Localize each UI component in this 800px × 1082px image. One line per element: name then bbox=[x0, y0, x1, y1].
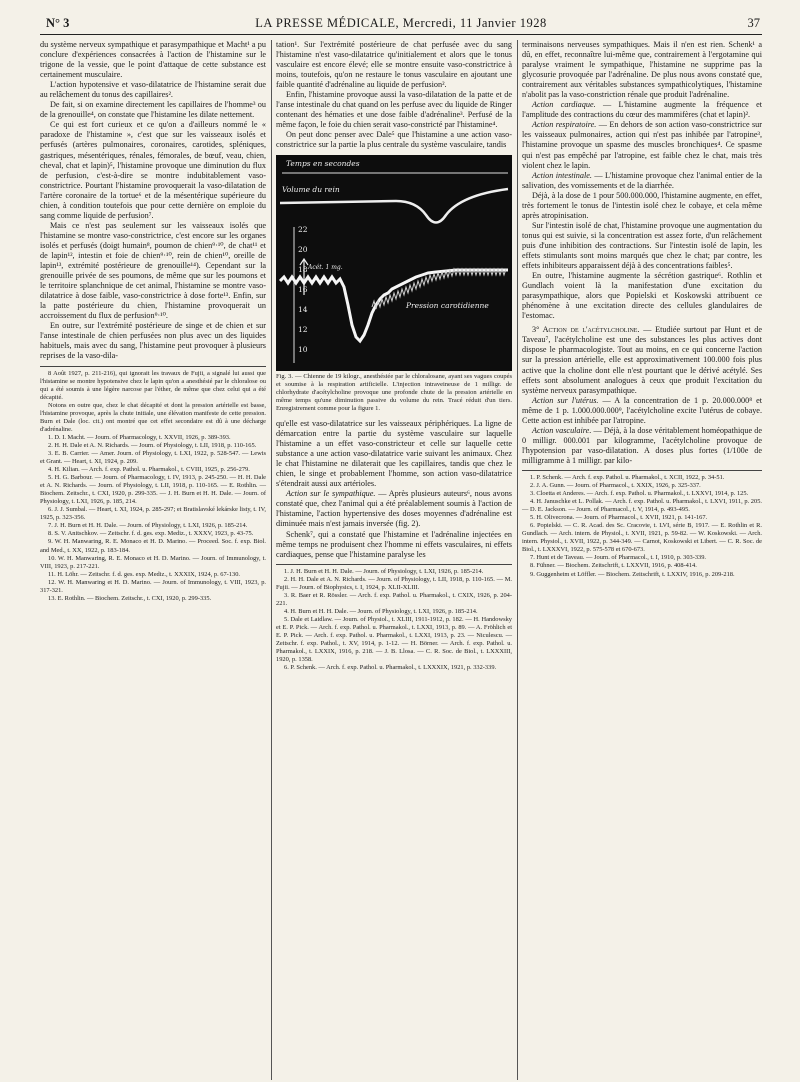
footnote: 2. H. H. Dale et A. N. Richards. — Journ. of Physiology, t. LII, 1918, p. 110-165. — M. Fujii. — Journ. of Biophysics, t. I, 1924, p. XLII-XLIII. bbox=[276, 575, 512, 591]
paragraph-text: — L'histamine provoque chez l'animal entier de la salivation, des vomissements et de la diarrhée. bbox=[522, 170, 762, 190]
paragraph: tation¹. Sur l'extrémité postérieure de chat perfusée avec du sang l'histamine n'est vaso-dilatatrice qu'initialement et alors que le tonus vasculaire est encore élevé; elle se montre ensuite vaso-constrictrice à moins, toutefois, qu'on ne restaure le tonus vasculaire en ajoutant une faible quantité d'adrénaline au liquide de perfusion². bbox=[276, 40, 512, 90]
figure-caption: Fig. 3. — Chienne de 19 kilogr., anesthésiée par le chloralosane, ayant ses vagues coupés et soumise à la respiration artificielle. L'injection intraveineuse de 1 milligr. de chlorhydrate d'acétylcholine provoque une profonde chute de la pression artérielle en même temps qu'une diminution passive du volume du rein. Tracé réduit d'un tiers. Enregistrement comme pour la figure 1. bbox=[276, 372, 512, 412]
paragraph: Ce qui est fort curieux et ce qu'on a d'ailleurs nommé le « paradoxe de l'histamine », c'est que sur les vaisseaux isolés et perfusés (artères pulmonaires, coronaires, carotides, spléniques, gastriques, mésentériques, rénales, fémorales, de bœuf, veau, chien, cheval, chat et lapin)⁵, l'histamine provoque une diminution du flux de perfusion, c'est-à-dire se montre indubitablement vaso-constrictrice. Pourtant l'histamine provoquerait la vaso-dilatation de l'artère coronaire de la tortue⁶ et de la mésentérique supérieure du chien, à condition toutefois que pour cette dernière on emploie du sang comme liquide de perfusion⁷. bbox=[40, 120, 266, 220]
column-rule bbox=[517, 40, 518, 1080]
footnote: 7. Hunt et de Taveau. — Journ. of Pharmacol., t. I, 1910, p. 303-339. bbox=[530, 554, 707, 562]
footnotes bbox=[40, 366, 266, 603]
footnote: 10. W. H. Manwaring, R. E. Monaco et H. D. Marino. — Journ. of Immunology, t. VIII, 1923, p. 217-221. bbox=[40, 554, 266, 570]
scale-tick: 20 bbox=[298, 244, 308, 254]
paragraph: Schenk⁷, qui a constaté que l'histamine et l'adrénaline injectées en même temps ne produisent chez l'homme ni effets vasculaires, ni effets cardiaques, pense que l'histamine paralyse les bbox=[276, 529, 512, 559]
paragraph-text: — L'histamine augmente la fréquence et l'amplitude des contractions du cœur des mammifères (chat et lapin)². bbox=[522, 100, 762, 120]
scale-tick: 12 bbox=[298, 324, 308, 334]
scale-tick: 16 bbox=[298, 284, 308, 294]
paragraph bbox=[522, 120, 762, 170]
footnote: 3. E. B. Carrier. — Amer. Journ. of Physiology, t. LXI, 1922, p. 528-547. — Lewis et Grant. — Heart, t. XI, 1924, p. 209. bbox=[40, 449, 266, 466]
footnote: 1. D. I. Macht. — Journ. of Pharmacology, t. XXVII, 1926, p. 389-393. bbox=[48, 433, 231, 441]
footnote: 4. H. Burn et H. H. Dale. — Journ. of Physiology, t. LXI, 1926, p. 185-214. bbox=[284, 607, 478, 615]
paragraph: Enfin, l'histamine provoque aussi la vaso-dilatation de la patte et de l'anse intestinale du chat quand on les perfuse avec du liquide de Ringer contenant des hématies et une dose faible d'adrénaline³. Perfusé de la même façon, le foie du chien serait vaso-constricté par l'histamine⁴. bbox=[276, 90, 512, 130]
footnote: 6. Popielski. — C. R. Acad. des Sc. Cracovie, t. LVI, série B, 1917. — E. Rothlin et R. Gundlach. — Arch. intern. de Physiol., t. XVII, 1921, p. 59-82. — W. Koskowski. — Arch. intern. Physiol., t. XVII, 1922, p. 344-349. — Carnot, Koskowski et Libert. — C. R. Soc. de Biol., t. LXXXVI, 1922, p. 575-578 et 670-673. bbox=[522, 522, 762, 554]
journal-title: LA PRESSE MÉDICALE, Mercredi, 11 Janvier 1928 bbox=[255, 16, 547, 30]
section-heading: 3° Action de l'acétylcholine. bbox=[532, 325, 640, 335]
footnote: 1. P. Schenk. — Arch. f. exp. Pathol. u. Pharmakol., t. XCII, 1922, p. 34-51. bbox=[530, 473, 725, 481]
footnote: 11. H. Löhr. — Zeitschr. f. d. ges. exp. Mediz., t. XXXIX, 1924, p. 67-130. bbox=[48, 570, 240, 578]
section-heading: Action sur le sympathique. bbox=[286, 489, 376, 499]
column-3 bbox=[522, 40, 762, 579]
section-heading: Action cardiaque. bbox=[532, 100, 596, 110]
paragraph bbox=[276, 489, 512, 529]
footnote: 3. R. Baer et R. Rössler. — Arch. f. exp. Pathol. u. Pharmakol., t. CXIX, 1926, p. 204-221. bbox=[276, 591, 512, 607]
footnote: 3. Cloetta et Anderes. — Arch. f. exp. Pathol. u. Pharmakol., t. LXXVI, 1914, p. 125. bbox=[530, 490, 749, 498]
paragraph: On peut donc penser avec Dale⁵ que l'histamine a une action vaso-constrictrice sur la partie la plus centrale du système vasculaire, tandis bbox=[276, 130, 512, 150]
footnote: 8 Août 1927, p. 211-216), qui ignorait les travaux de Fujii, a signalé lui aussi que l'histamine se montre hypotensive chez le lapin qu'on a anesthésié par le chloralose ou qui a été soumis à une légère narcose par l'éther, de même que chez celui qui a été décapité. bbox=[40, 369, 266, 401]
footnote: 2. H. H. Dale et A. N. Richards. — Journ. of Physiology, t. LII, 1918, p. 110-165. bbox=[48, 441, 257, 449]
paragraph: Sur l'intestin isolé de chat, l'histamine provoque une augmentation du tonus qui est suivie, si la concentration est assez forte, d'un relâchement puis d'une inhibition des contractions. Sur l'intestin isolé de lapin, les effets stimulants sont moins marqués que chez le chat; par contre, les effets inhibiteurs apparaissent déjà à des concentrations faibles⁵. bbox=[522, 220, 762, 271]
figure-label-time: Temps en secondes bbox=[286, 158, 360, 168]
paragraph-text: — Etudiée surtout par Hunt et de Taveau⁷, l'acétylcholine est une des substances les plus actives dont dispose le pharmacologiste. Tout au moins, en ce qui concerne l'action sur la pression artérielle, elle est approximativement 100.000 fois plus active que la choline dont elle n'est pourtant que le dérivé acétylé. Ses effets sont absolument analogues à ceux que produit l'excitation du système nerveux parasympathique. bbox=[522, 325, 762, 395]
footnotes bbox=[522, 470, 762, 579]
footnote: Notons en outre que, chez le chat décapité et dont la pression artérielle est basse, l'histamine provoque, après la chute initiale, une élévation manifeste de cette pression. Burn et Dale (loc. cit.) ont montré que cet effet secondaire est dû à une décharge d'adrénaline. bbox=[40, 401, 266, 433]
footnote: 9. W. H. Manwaring, R. E. Monaco et H. D. Marino. — Proceed. Soc. f. exp. Biol. and Med., t. XX, 1922, p. 183-184. bbox=[40, 538, 266, 554]
footnote: 5. H. G. Barbour. — Journ. of Pharmacology, t. IV, 1913, p. 245-250. — H. H. Dale et A. N. Richards. — Journ. of Physiology, t. LII, 1918, p. 110-165. — E. Rothlin. — Biochem. Zeitschr., t. CXI, 1920, p. 299-335. — J. H. Burn et H. H. Dale. — Journ. of Physiology, t. LXI, 1926, p. 185, 214. bbox=[40, 474, 266, 506]
scale-tick: 14 bbox=[298, 304, 308, 314]
paragraph-text: — Déjà, à la dose véritablement homéopathique de 0 milligr. 000.001 par kilogramme, l'acétylcholine provoque de l'hypotension par vaso-dilatation. A doses plus fortes (1/100e de milligramme à 1 milligr. par kilo- bbox=[522, 425, 762, 465]
paragraph-text: — En dehors de son action vaso-constrictrice sur les vaisseaux pulmonaires, action qui n'est pas inhibée par l'atropine³, l'histamine provoque un spasme des muscles bronchiques⁴. Ce spasme qui n'est pas empêché par l'atropine, est faible chez le chat, mais très violent chez le lapin. bbox=[522, 120, 762, 170]
figure-label-injection: Acét. 1 mg. bbox=[308, 263, 343, 271]
section-heading: Action intestinale. bbox=[532, 170, 592, 180]
paragraph bbox=[522, 325, 762, 395]
paragraph bbox=[522, 396, 762, 426]
paragraph: Mais ce n'est pas seulement sur les vaisseaux isolés que l'histamine se montre vaso-constrictrice, c'est encore sur les organes isolés et perfusés (doigt humain⁸, poumon de chien⁹·¹⁰, de chat¹¹ et de lapin¹², intestin et foie de chien⁹·¹⁰, rein de chien¹⁰, oreille de lapin¹³, extrémité postérieure de grenouille¹⁴). Cependant sur la grenouille privée de ses poumons, de même que sur les poumons et le territoire splanchnique de cet animal, l'histamine se montre vaso-dilatatrice à dose faible, vaso-constrictrice à dose forte¹³. Enfin, sur la patte postérieure du chien, l'histamine provoquerait un accroissement du flux de perfusion⁹·¹⁰. bbox=[40, 220, 266, 321]
column-1 bbox=[40, 40, 266, 603]
scale-tick: 22 bbox=[298, 224, 308, 234]
footnote: 13. E. Rothlin. — Biochem. Zeitschr., t. CXI, 1920, p. 299-335. bbox=[48, 594, 212, 602]
paragraph-text: — Après plusieurs auteurs⁶, nous avons constaté que, chez l'animal qui a été préalablement soumis à l'action de l'histamine, l'action hypertensive des doses moyennes d'adrénaline est diminuée mais n'est jamais inversée (fig. 2). bbox=[276, 489, 512, 529]
issue-number: N° 3 bbox=[46, 16, 70, 30]
footnote: 7. J. H. Burn et H. H. Dale. — Journ. of Physiology, t. LXI, 1926, p. 185-214. bbox=[48, 522, 248, 530]
paragraph: En outre, l'histamine augmente la sécrétion gastrique⁶. Rothlin et Gundlach voient là la manifestation d'une excitation du parasympathique, alors que Popielski et Koskowski attribuent ce phénomène à une excitation directe des cellules glandulaires de l'estomac. bbox=[522, 271, 762, 321]
footnote: 6. J. J. Sumbal. — Heart, t. XI, 1924, p. 285-297; et Bratislavské lekárske listy, t. IV, 1925, p. 323-356. bbox=[40, 506, 266, 522]
footnote: 12. W. H. Manwaring et H. D. Marino. — Journ. of Immunology, t. VIII, 1923, p. 317-321. bbox=[40, 578, 266, 594]
scale-tick: 18 bbox=[298, 264, 308, 274]
page-number: 37 bbox=[747, 16, 760, 30]
paragraph: De fait, si on examine directement les capillaires de l'homme³ ou de la grenouille⁴, on constate que l'histamine les dilate nettement. bbox=[40, 100, 266, 120]
journal-page bbox=[40, 14, 762, 1072]
column-2 bbox=[276, 40, 512, 672]
footnote: 8. Fühner. — Biochem. Zeitschrift, t. LXXVII, 1916, p. 408-414. bbox=[530, 562, 697, 570]
figure-label-volume: Volume du rein bbox=[282, 184, 340, 194]
footnote: 6. P. Schenk. — Arch. f. exp. Pathol. u. Pharmakol., t. LXXXIX, 1921, p. 332-339. bbox=[284, 664, 497, 672]
paragraph: terminaisons nerveuses sympathiques. Mais il n'en est rien. Schenk¹ a dû, en effet, reconnaître lui-même que, contrairement à l'ergotamine qui paralyse vraiment le sympathique, l'histamine ne supprime pas la glycosurie provoquée par l'adrénaline. De plus nous avons constaté que, contrairement aux véritables substances sympathicolytiques, l'histamine n'abolit pas la vaso-constriction rénale que produit l'adrénaline. bbox=[522, 40, 762, 100]
figure-label-pressure: Pression carotidienne bbox=[406, 300, 489, 310]
page-header bbox=[40, 14, 762, 35]
paragraph-text: — A la concentration de 1 p. 20.000.000⁸ et même de 1 p. 1.000.000.000⁹, l'acétylcholine excite l'utérus de cobaye. Cette action est inhibée par l'atropine. bbox=[522, 395, 762, 425]
paragraph bbox=[522, 171, 762, 191]
section-heading: Action sur l'utérus. bbox=[532, 395, 599, 405]
footnote: 8. S. V. Anitschkov. — Zeitschr. f. d. ges. exp. Mediz., t. XXXV, 1923, p. 43-75. bbox=[48, 530, 254, 538]
section-heading: Action vasculaire. bbox=[532, 425, 592, 435]
footnote: 9. Guggenheim et Löffler. — Biochem. Zeitschrift, t. LXXIV, 1916, p. 209-218. bbox=[530, 570, 735, 578]
footnote: 4. H. Kilian. — Arch. f. exp. Pathol. u. Pharmakol., t. CVIII, 1925, p. 256-279. bbox=[48, 466, 250, 474]
paragraph: Déjà, à la dose de 1 pour 500.000.000, l'histamine augmente, en effet, très fortement le tonus de l'intestin isolé chez le cobaye, et cela même après atropinisation. bbox=[522, 190, 762, 220]
paragraph: qu'elle est vaso-dilatatrice sur les vaisseaux périphériques. La ligne de démarcation entre la partie du système vasculaire sur laquelle l'histamine a un effet vaso-constricteur et celle sur laquelle cette substance a une action vaso-dilatatrice varie suivant les animaux. Chez le chat l'histamine ne dilaterait que les capillaires, tandis que chez le chien, le singe et probablement l'homme, son action vaso-dilatatrice s'étendrait aussi aux artérioles. bbox=[276, 418, 512, 489]
kymograph-figure bbox=[276, 155, 512, 371]
footnote: 5. Dale et Laidlaw. — Journ. of Physiol., t. XLIII, 1911-1912, p. 182. — H. Handowsky et E. P. Pick. — Arch. f. exp. Pathol. u. Pharmakol., t. LXXI, 1913, p. 89. — A. Fröhlich et E. P. Pick. — Arch. f. exp. Pathol. u. Pharmakol., t. LXXI, 1913, p. 23. — Niculescu. — Zeitschr. f. exp. Pathol., t. XV, 1914, p. 1-12. — H. Börner. — Arch. f. exp. Pathol. u. Pharmakol., t. LXXIX, 1916, p. 218. — J. B. Llosa. — C. R. Soc. de Biol., t. LXXXIII, 1920, p. 1358. bbox=[276, 615, 512, 664]
section-heading: Action respiratoire. bbox=[532, 120, 597, 130]
footnote: 1. J. H. Burn et H. H. Dale. — Journ. of Physiology, t. LXI, 1926, p. 185-214. bbox=[284, 567, 484, 575]
footnote: 2. J. A. Gunn. — Journ. of Pharmacol., t. XXIX, 1926, p. 325-337. bbox=[530, 482, 701, 490]
footnote: 4. H. Januschke et L. Pollak. — Arch. f. exp. Pathol. u. Pharmakol., t. LXVI, 1911, p. 205. — D. E. Jackson. — Journ. of Pharmacol., t. V, 1914, p. 493-495. bbox=[522, 498, 762, 514]
footnote: 5. H. Olivecrona. — Journ. of Pharmacol., t. XVII, 1921, p. 141-167. bbox=[530, 514, 708, 522]
paragraph: du système nerveux sympathique et parasympathique et Macht¹ a pu conclure d'expériences consacrées à l'action de l'histamine sur le trigone de la vessie, que le point d'attaque de cette substance est certainement musculaire. bbox=[40, 40, 266, 80]
paragraph: En outre, sur l'extrémité postérieure de singe et de chien et sur l'anse intestinale de chien perfusées non plus avec un des liquides habituels, mais avec du sang, l'histamine peut provoquer à plusieurs reprises de la vaso-dila- bbox=[40, 321, 266, 361]
column-rule bbox=[271, 40, 272, 1080]
paragraph bbox=[522, 426, 762, 466]
scale-tick: 10 bbox=[298, 344, 308, 354]
paragraph bbox=[522, 100, 762, 120]
paragraph: L'action hypotensive et vaso-dilatatrice de l'histamine serait due au relâchement du tonus des capillaires². bbox=[40, 80, 266, 100]
footnotes bbox=[276, 564, 512, 673]
